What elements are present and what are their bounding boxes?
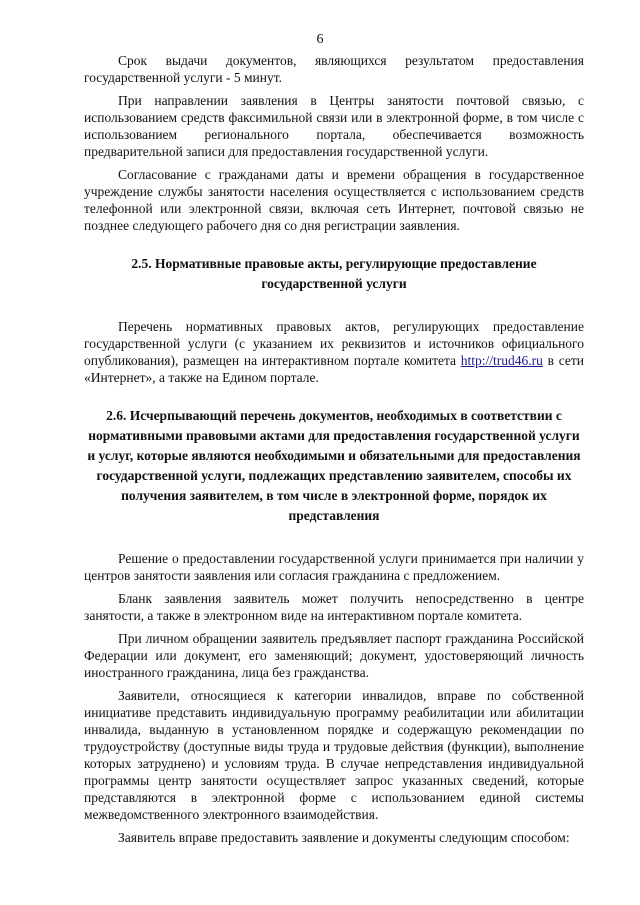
legal-acts-text-start: Перечень нормативных правовых актов, регулирующих предоставление государственной услуги (с указанием их реквизитов и источников официального опубликования), размещен на интерактивном портале комитета bbox=[84, 319, 584, 368]
paragraph-disabled-applicants: Заявители, относящиеся к категории инвалидов, вправе по собственной инициативе представить индивидуальную программу реабилитации или абилитации инвалида, выданную в установленном порядке и содержащую рекомендации по трудоустройству (доступные виды труда и трудовые действия (функции), выполнение которых затруднено) и условиям труда. В случае непредставления индивидуальной программы центр занятости осуществляет запрос указанных сведений, которые представляются в электронной форме с использованием единой системы межведомственного электронного взаимодействия. bbox=[84, 688, 584, 822]
heading-section-2-5: 2.5. Нормативные правовые акты, регулирующие предоставление государственной услуги bbox=[131, 256, 537, 291]
document-body bbox=[84, 52, 584, 846]
paragraph-personal-visit: При личном обращении заявитель предъявляет паспорт гражданина Российской Федерации или документ, его заменяющий; документ, удостоверяющий личность иностранного гражданина, лица без гражданства. bbox=[84, 631, 584, 680]
paragraph-date-agreement: Согласование с гражданами даты и времени обращения в государственное учреждение службы занятости населения осуществляется с использованием средств телефонной или электронной связи, включая сеть Интернет, почтовой связью не позднее следующего рабочего дня со дня регистрации заявления. bbox=[84, 167, 584, 233]
heading-section-2-6: 2.6. Исчерпывающий перечень документов, необходимых в соответствии с нормативными правовыми актами для предоставления государственной услуги и услуг, которые являются необходимыми и обязательными для предоставления государственной услуги, подлежащих представлению заявителем, способы их получения заявителем, в том числе в электронной форме, порядок их представления bbox=[87, 408, 581, 523]
paragraph-issue-time: Срок выдачи документов, являющихся результатом предоставления государственной услуги - 5 минут. bbox=[84, 53, 584, 85]
paragraph-application-form: Бланк заявления заявитель может получить непосредственно в центре занятости, а также в электронном виде на интерактивном портале комитета. bbox=[84, 591, 584, 623]
page-number: 6 bbox=[316, 32, 324, 47]
paragraph-legal-acts bbox=[84, 318, 584, 386]
paragraph-mail-application: При направлении заявления в Центры занятости почтовой связью, с использованием средств факсимильной связи или в электронной форме, в том числе с использованием регионального портала, обеспечивается возможность предварительной записи для предоставления государственной услуги. bbox=[84, 93, 584, 159]
paragraph-decision: Решение о предоставлении государственной услуги принимается при наличии у центров занятости заявления или согласия гражданина с предложением. bbox=[84, 551, 584, 583]
portal-link[interactable]: http://trud46.ru bbox=[460, 353, 543, 368]
paragraph-submission-method: Заявитель вправе предоставить заявление и документы следующим способом: bbox=[118, 830, 570, 845]
legal-acts-text-end: в сети «Интернет», а также на Едином портале. bbox=[84, 353, 584, 385]
